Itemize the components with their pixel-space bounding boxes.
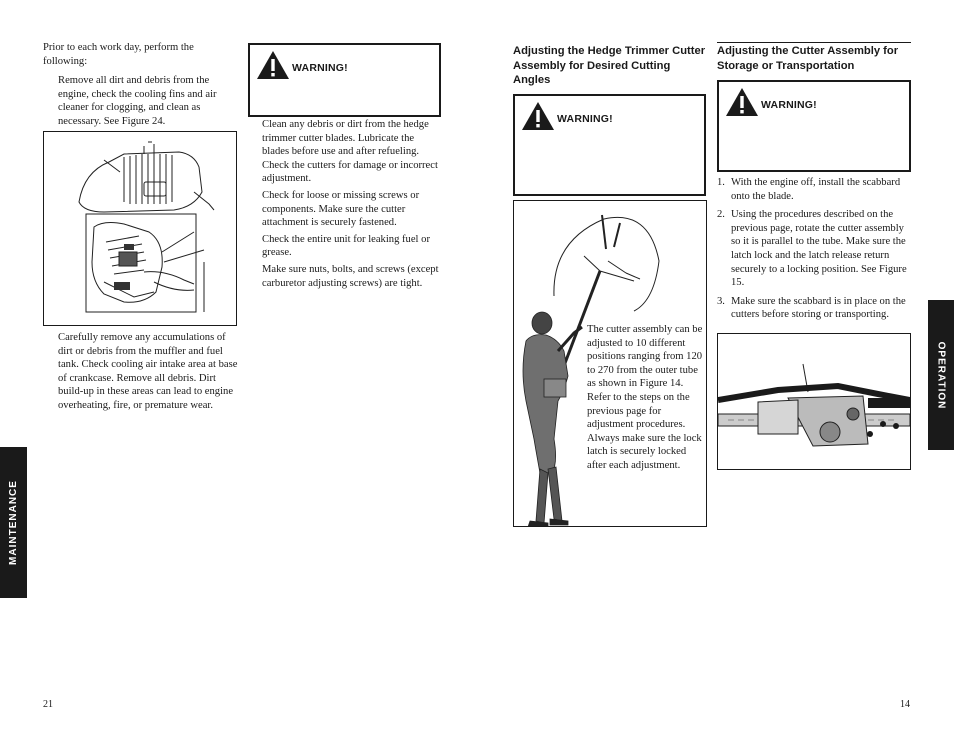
engine-illustration [44,132,236,325]
check-item-leaks: Check the entire unit for leaking fuel or grease. [262,233,430,259]
section-rule [717,42,911,43]
check-item-screws: Check for loose or missing screws or components. Make sure the cutter attachment is securely fastened. [262,189,420,229]
maintenance-tab-label: MAINTENANCE [8,480,20,565]
intro-paragraph: Prior to each work day, perform the following: [43,42,194,67]
warning-label: WARNING! [292,62,348,74]
cutter-assembly-illustration [718,334,910,469]
figure-storage-position [717,333,911,470]
figure-cutting-angles [513,200,707,527]
warning-label: WARNING! [761,99,817,111]
intro-text [43,41,228,68]
storage-steps-list [717,176,911,322]
step-text: Using the procedures described on the previous page, rotate the cutter assembly so it is parallel to the tube. Make sure the latch lock and the latch release return securely to a locking position. See Figure 15. [731,209,907,289]
step-item [717,208,911,290]
warning-box-left [248,43,441,117]
warning-triangle-icon [521,101,555,131]
figure-engine-cleaning [43,131,237,326]
step-number: 3. [717,295,725,307]
warning-box-storage [717,80,911,172]
page-number-left: 21 [43,699,53,710]
step-item [717,295,911,322]
figure-14-caption: The cutter assembly can be adjusted to 10 different positions ranging from 120 to 270 from the outer tube as shown in Figure 14. Refer to the steps on the previous page for adjustment procedures. Always make sure the lock latch is securely locked after each adjustment. [587,324,703,471]
check-item-nuts-bolts: Make sure nuts, bolts, and screws (except carburetor adjusting screws) are tight. [262,263,439,289]
checklist [262,118,442,290]
storage-steps [717,176,911,327]
operation-tab [928,300,954,450]
step-text: Make sure the scabbard is in place on the cutters before storing or transporting. [731,295,906,321]
warning-triangle-icon [725,87,759,117]
warning-triangle-icon [256,50,290,80]
muffler-paragraph: Carefully remove any accumulations of dirt or debris from the muffler and fuel tank. Check cooling air intake area at base of crankcase. Remove all debris. Dirt build-up in these areas can lead to engine overheating, fire, or premature wear. [58,332,238,411]
muffler-text [58,331,240,413]
step-item [717,176,911,203]
remove-dirt-paragraph: Remove all dirt and debris from the engine, check the cooling fins and air cleaner for clogging, and clean as necessary. See Figure 24. [58,75,217,127]
check-item-blades: Clean any debris or dirt from the hedge trimmer cutter blades. Lubricate the blades before use and after refueling. Check the cutters for damage or incorrect adjustment. [262,119,438,185]
maintenance-tab [0,447,27,598]
heading-cutting-angles: Adjusting the Hedge Trimmer Cutter Assembly for Desired Cutting Angles [513,45,706,87]
step-text: With the engine off, install the scabbard onto the blade. [731,177,901,202]
remove-dirt-text [58,74,238,128]
operation-tab-label: OPERATION [935,341,947,409]
step-number: 1. [717,177,725,188]
heading-storage-transport: Adjusting the Cutter Assembly for Storage or Transportation [717,45,899,72]
warning-box-angles [513,94,706,196]
page-number-right: 14 [900,699,910,710]
step-number: 2. [717,209,725,221]
warning-label: WARNING! [557,113,613,125]
